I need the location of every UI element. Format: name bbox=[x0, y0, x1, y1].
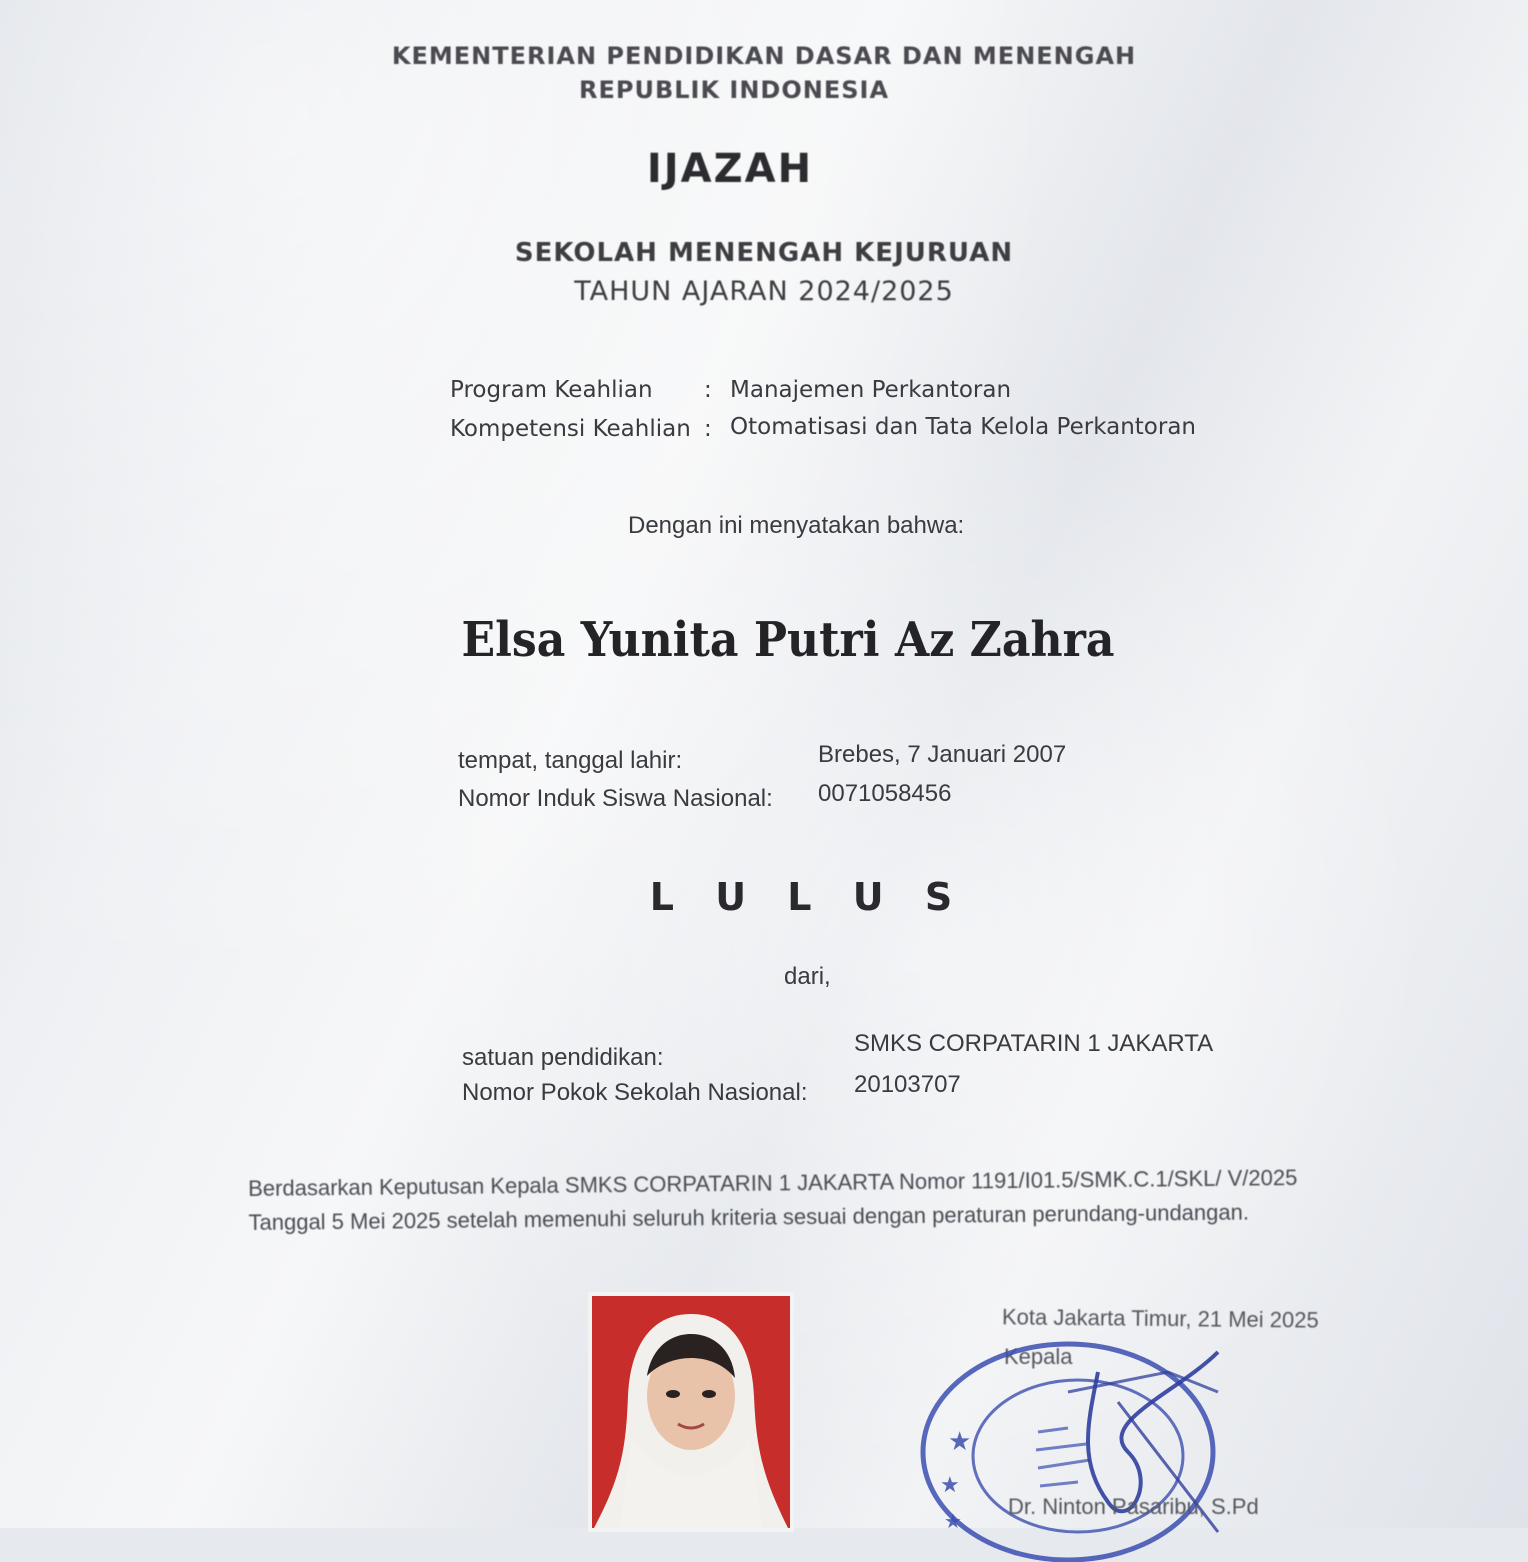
birth-label: tempat, tanggal lahir: bbox=[458, 747, 683, 774]
student-photo bbox=[592, 1296, 790, 1528]
npsn-value: 20103707 bbox=[854, 1071, 961, 1098]
signer-role: Kepala bbox=[1004, 1344, 1073, 1369]
statement-text: Dengan ini menyatakan bahwa: bbox=[628, 512, 965, 539]
birth-value: Brebes, 7 Januari 2007 bbox=[818, 741, 1067, 768]
svg-text:★: ★ bbox=[944, 1509, 962, 1533]
decree-paragraph: Berdasarkan Keputusan Kepala SMKS CORPATARIN 1 JAKARTA Nomor 1191/I01.5/SMK.C.1/SKL/ V/2025 Tanggal 5 Mei 2025 setelah memenuhi seluruh kriteria sesuai dengan peraturan perundang-undangan. bbox=[248, 1165, 1298, 1235]
svg-text:★: ★ bbox=[940, 1473, 960, 1498]
program-value: Manajemen Perkantoran bbox=[730, 377, 1012, 403]
ministry-line-1: KEMENTERIAN PENDIDIKAN DASAR DAN MENENGAH bbox=[391, 42, 1137, 70]
competency-separator: : bbox=[704, 416, 712, 442]
signer-name: Dr. Ninton Pasaribu, S.Pd bbox=[1008, 1494, 1259, 1519]
nisn-label: Nomor Induk Siswa Nasional: bbox=[458, 785, 773, 812]
svg-text:★: ★ bbox=[948, 1427, 972, 1457]
ministry-line-2: REPUBLIK INDONESIA bbox=[578, 76, 890, 104]
school-type: SEKOLAH MENENGAH KEJURUAN bbox=[514, 238, 1014, 268]
result-status: L U L U S bbox=[649, 875, 967, 919]
competency-value: Otomatisasi dan Tata Kelola Perkantoran bbox=[730, 414, 1197, 440]
competency-label: Kompetensi Keahlian bbox=[450, 416, 691, 442]
school-unit-value: SMKS CORPATARIN 1 JAKARTA bbox=[854, 1030, 1214, 1057]
school-unit-label: satuan pendidikan: bbox=[462, 1044, 664, 1071]
student-name: Elsa Yunita Putri Az Zahra bbox=[461, 612, 1115, 668]
npsn-label: Nomor Pokok Sekolah Nasional: bbox=[462, 1079, 808, 1106]
student-portrait-icon bbox=[592, 1296, 790, 1528]
from-text: dari, bbox=[784, 963, 831, 990]
place-and-date: Kota Jakarta Timur, 21 Mei 2025 bbox=[1001, 1304, 1319, 1333]
program-label: Program Keahlian bbox=[450, 377, 653, 403]
document-title: IJAZAH bbox=[646, 146, 814, 192]
academic-year: TAHUN AJARAN 2024/2025 bbox=[574, 276, 954, 307]
program-separator: : bbox=[704, 377, 712, 403]
nisn-value: 0071058456 bbox=[818, 780, 952, 807]
